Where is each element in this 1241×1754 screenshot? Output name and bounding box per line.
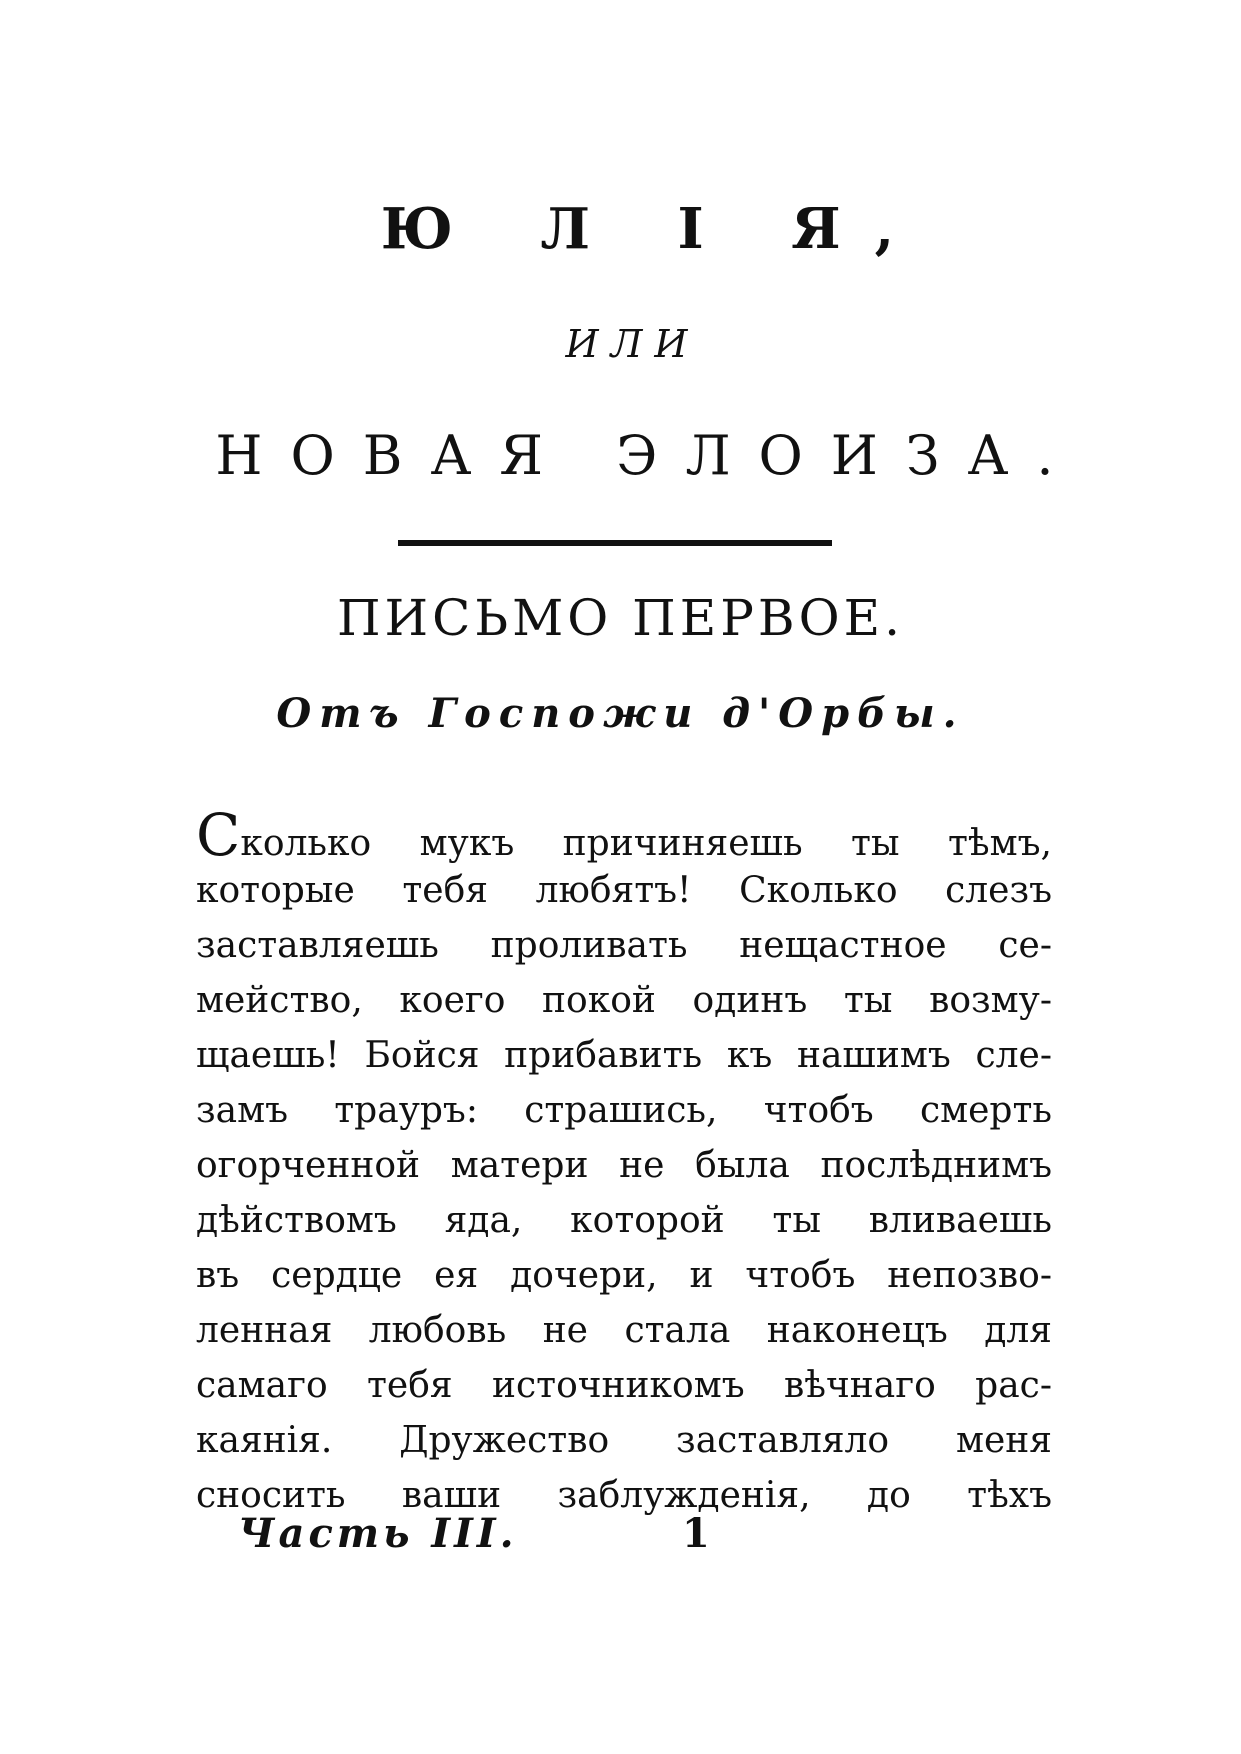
drop-cap: С bbox=[196, 801, 241, 869]
body-line: ленная любовь не стала наконецъ для bbox=[196, 1310, 1052, 1351]
volume-signature: Часть III. bbox=[238, 1510, 518, 1557]
letter-heading: ПИСЬМО ПЕРВОЕ. bbox=[336, 589, 905, 647]
body-line: заставляешь проливать нещастное се- bbox=[196, 925, 1052, 966]
body-line bbox=[196, 801, 1052, 869]
body-line: дѣйствомъ яда, которой ты вливаешь bbox=[196, 1200, 1052, 1241]
page-number: 1 bbox=[682, 1510, 710, 1557]
letter-sender: Отъ Госпожи д'Орбы. bbox=[276, 690, 965, 737]
letter-body bbox=[196, 801, 1052, 1523]
body-line: которые тебя любятъ! Сколько слезъ bbox=[196, 870, 1052, 911]
body-line: въ сердце ея дочери, и чтобъ непозво- bbox=[196, 1255, 1052, 1296]
body-line: щаешь! Бойся прибавить къ нашимъ сле- bbox=[196, 1035, 1052, 1076]
body-line: каянія. Дружество заставляло меня bbox=[196, 1420, 1052, 1461]
body-line: замъ трауръ: страшись, чтобъ смерть bbox=[196, 1090, 1052, 1131]
body-line: сносить ваши заблужденія, до тѣхъ bbox=[196, 1475, 1052, 1516]
body-line: мейство, коего покой одинъ ты возму- bbox=[196, 980, 1052, 1021]
body-line-text: колько мукъ причиняешь ты тѣмъ, bbox=[240, 823, 1052, 864]
title-divider bbox=[398, 540, 832, 546]
body-line: огорченной матери не была послѣднимъ bbox=[196, 1145, 1052, 1186]
title-or: ИЛИ bbox=[565, 322, 700, 366]
body-line: самаго тебя источникомъ вѣчнаго рас- bbox=[196, 1365, 1052, 1406]
title-julia: Ю Л І Я, bbox=[380, 196, 929, 262]
title-new-heloise: НОВАЯ ЭЛОИЗА. bbox=[215, 424, 1082, 487]
